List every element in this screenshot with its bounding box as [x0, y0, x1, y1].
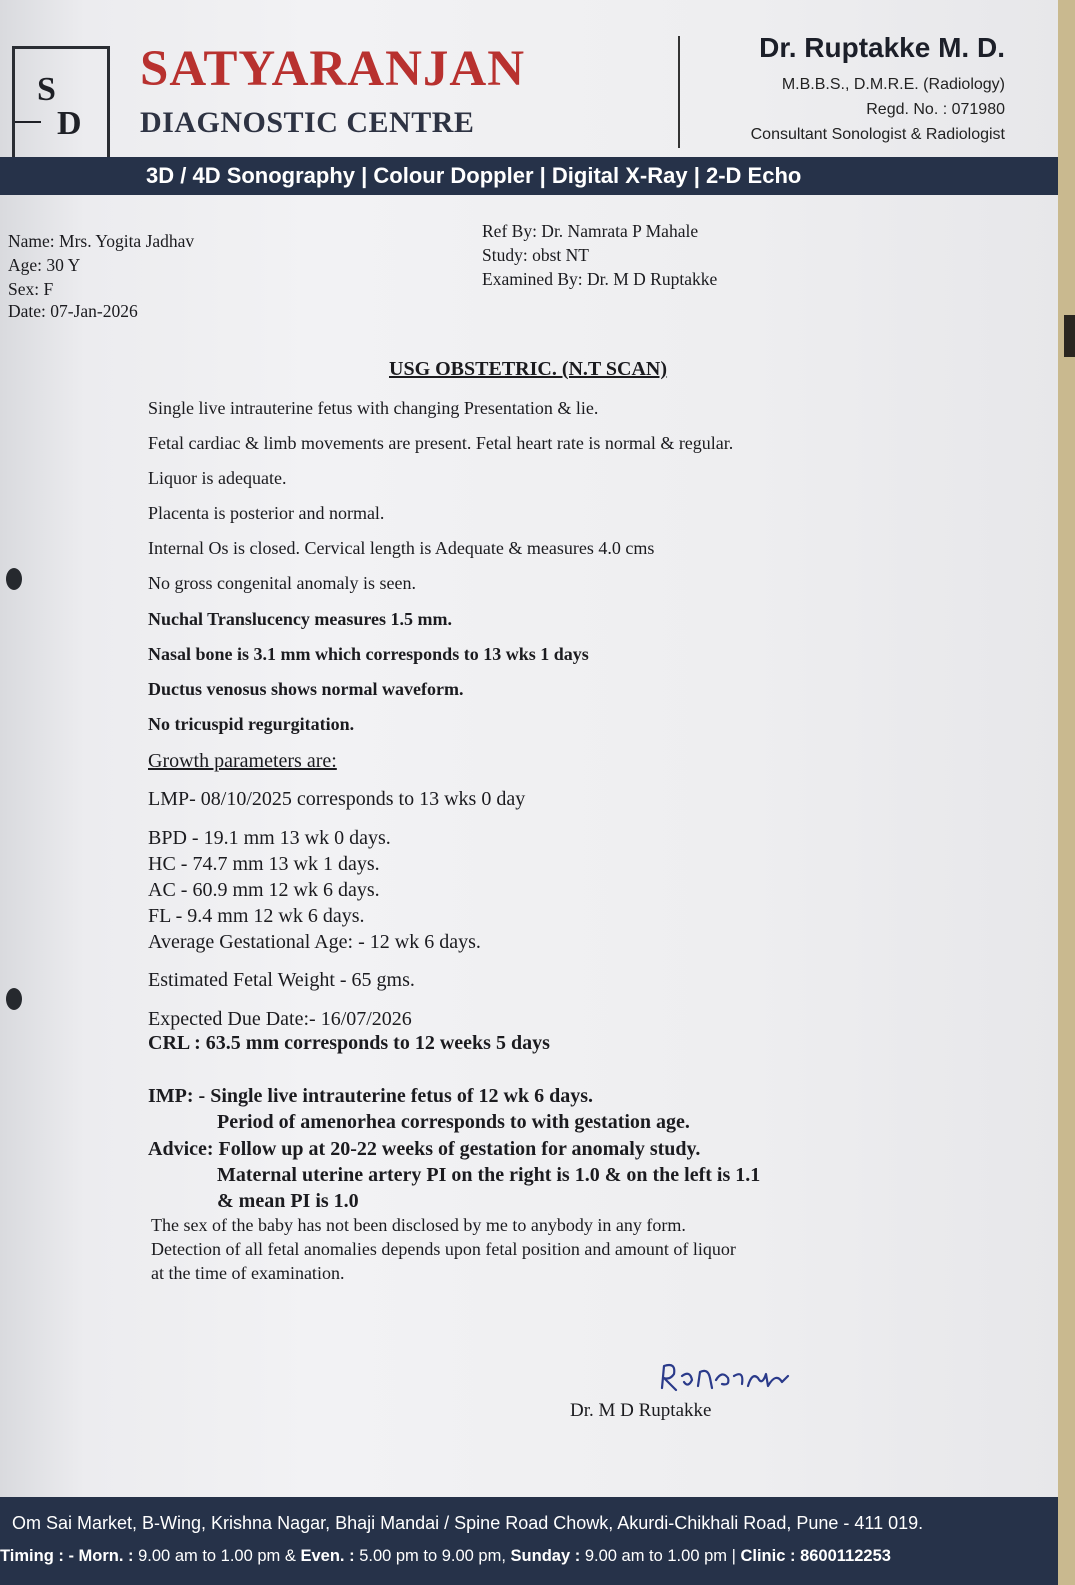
clinic-phone: 8600112253	[800, 1547, 891, 1565]
patient-sex: Sex: F	[8, 279, 54, 299]
growth-param: AC - 60.9 mm 12 wk 6 days.	[148, 879, 380, 901]
clinic-address: Om Sai Market, B-Wing, Krishna Nagar, Bhaji Mandai / Spine Road Chowk, Akurdi-Chikhali Road, Pune - 411 019.	[12, 1513, 924, 1533]
doctor-registration: Regd. No. : 071980	[866, 101, 1005, 118]
evening-hours: 5.00 pm to 9.00 pm,	[359, 1547, 506, 1565]
disclaimer-line: The sex of the baby has not been disclosed by me to anybody in any form.	[151, 1215, 686, 1235]
morning-hours: 9.00 am to 1.00 pm &	[138, 1547, 296, 1565]
sunday-hours: 9.00 am to 1.00 pm |	[584, 1547, 736, 1565]
footer-bar	[0, 1497, 1058, 1585]
study-type: Study: obst NT	[482, 245, 589, 265]
patient-name: Name: Mrs. Yogita Jadhav	[8, 231, 195, 251]
advice-line: & mean PI is 1.0	[217, 1190, 359, 1212]
growth-heading: Growth parameters are:	[148, 750, 337, 772]
referred-by: Ref By: Dr. Namrata P Mahale	[482, 221, 699, 241]
patient-age: Age: 30 Y	[8, 255, 81, 275]
crl-line: CRL : 63.5 mm corresponds to 12 weeks 5 days	[148, 1032, 550, 1054]
advice-line: Advice: Follow up at 20-22 weeks of gestation for anomaly study.	[148, 1138, 701, 1160]
sunday-label: Sunday :	[510, 1547, 581, 1565]
evening-label: Even. :	[300, 1547, 355, 1565]
doctor-qualification: M.B.B.S., D.M.R.E. (Radiology)	[781, 76, 1005, 93]
doctor-role: Consultant Sonologist & Radiologist	[750, 126, 1005, 143]
advice-line: Maternal uterine artery PI on the right is 1.0 & on the left is 1.1	[217, 1164, 761, 1186]
finding-line: Single live intrauterine fetus with changing Presentation & lie.	[148, 398, 599, 418]
signatory-name: Dr. M D Ruptakke	[570, 1400, 712, 1421]
fetal-weight: Estimated Fetal Weight - 65 gms.	[148, 969, 415, 991]
ductus-venosus: Ductus venosus shows normal waveform.	[148, 679, 464, 699]
finding-line: Internal Os is closed. Cervical length is Adequate & measures 4.0 cms	[148, 538, 655, 558]
lmp-line: LMP- 08/10/2025 corresponds to 13 wks 0 day	[148, 788, 526, 810]
growth-param: HC - 74.7 mm 13 wk 1 days.	[148, 853, 380, 875]
disclaimer-line: at the time of examination.	[151, 1263, 345, 1283]
nasal-bone: Nasal bone is 3.1 mm which corresponds to 13 wks 1 days	[148, 644, 589, 664]
punch-hole	[6, 568, 22, 590]
background-edge	[1058, 0, 1075, 1585]
examined-by: Examined By: Dr. M D Ruptakke	[482, 269, 718, 289]
services-text: 3D / 4D Sonography | Colour Doppler | Digital X-Ray | 2-D Echo	[146, 163, 802, 188]
nt-measurement: Nuchal Translucency measures 1.5 mm.	[148, 609, 452, 629]
average-ga: Average Gestational Age: - 12 wk 6 days.	[148, 931, 481, 953]
disclaimer-line: Detection of all fetal anomalies depends upon fetal position and amount of liquor	[151, 1239, 736, 1259]
punch-hole	[6, 988, 22, 1010]
handwritten-signature	[658, 1358, 808, 1403]
clinic-subtitle: DIAGNOSTIC CENTRE	[140, 106, 475, 139]
finding-line: No gross congenital anomaly is seen.	[148, 573, 416, 593]
header-divider	[678, 36, 680, 148]
services-banner	[0, 157, 1058, 195]
report-title: USG OBSTETRIC. (N.T SCAN)	[389, 358, 668, 380]
report-date: Date: 07-Jan-2026	[8, 301, 138, 321]
doctor-name: Dr. Ruptakke M. D.	[759, 32, 1005, 63]
growth-param: FL - 9.4 mm 12 wk 6 days.	[148, 905, 365, 927]
due-date: Expected Due Date:- 16/07/2026	[148, 1008, 412, 1030]
finding-line: Placenta is posterior and normal.	[148, 503, 385, 523]
finding-line: Fetal cardiac & limb movements are present. Fetal heart rate is normal & regular.	[148, 433, 734, 453]
clinic-name: SATYARANJAN	[140, 41, 526, 97]
clinic-phone-label: Clinic :	[740, 1547, 796, 1565]
tricuspid-note: No tricuspid regurgitation.	[148, 714, 355, 734]
finding-line: Liquor is adequate.	[148, 468, 287, 488]
timing-label: Timing : -	[0, 1547, 74, 1565]
impression-line: IMP: - Single live intrauterine fetus of 12 wk 6 days.	[148, 1085, 593, 1107]
morning-label: Morn. :	[78, 1547, 134, 1565]
clinic-logo: S D	[12, 46, 110, 168]
growth-param: BPD - 19.1 mm 13 wk 0 days.	[148, 827, 391, 849]
impression-line: Period of amenorhea corresponds to with gestation age.	[217, 1111, 690, 1133]
timings-line	[0, 1547, 891, 1566]
